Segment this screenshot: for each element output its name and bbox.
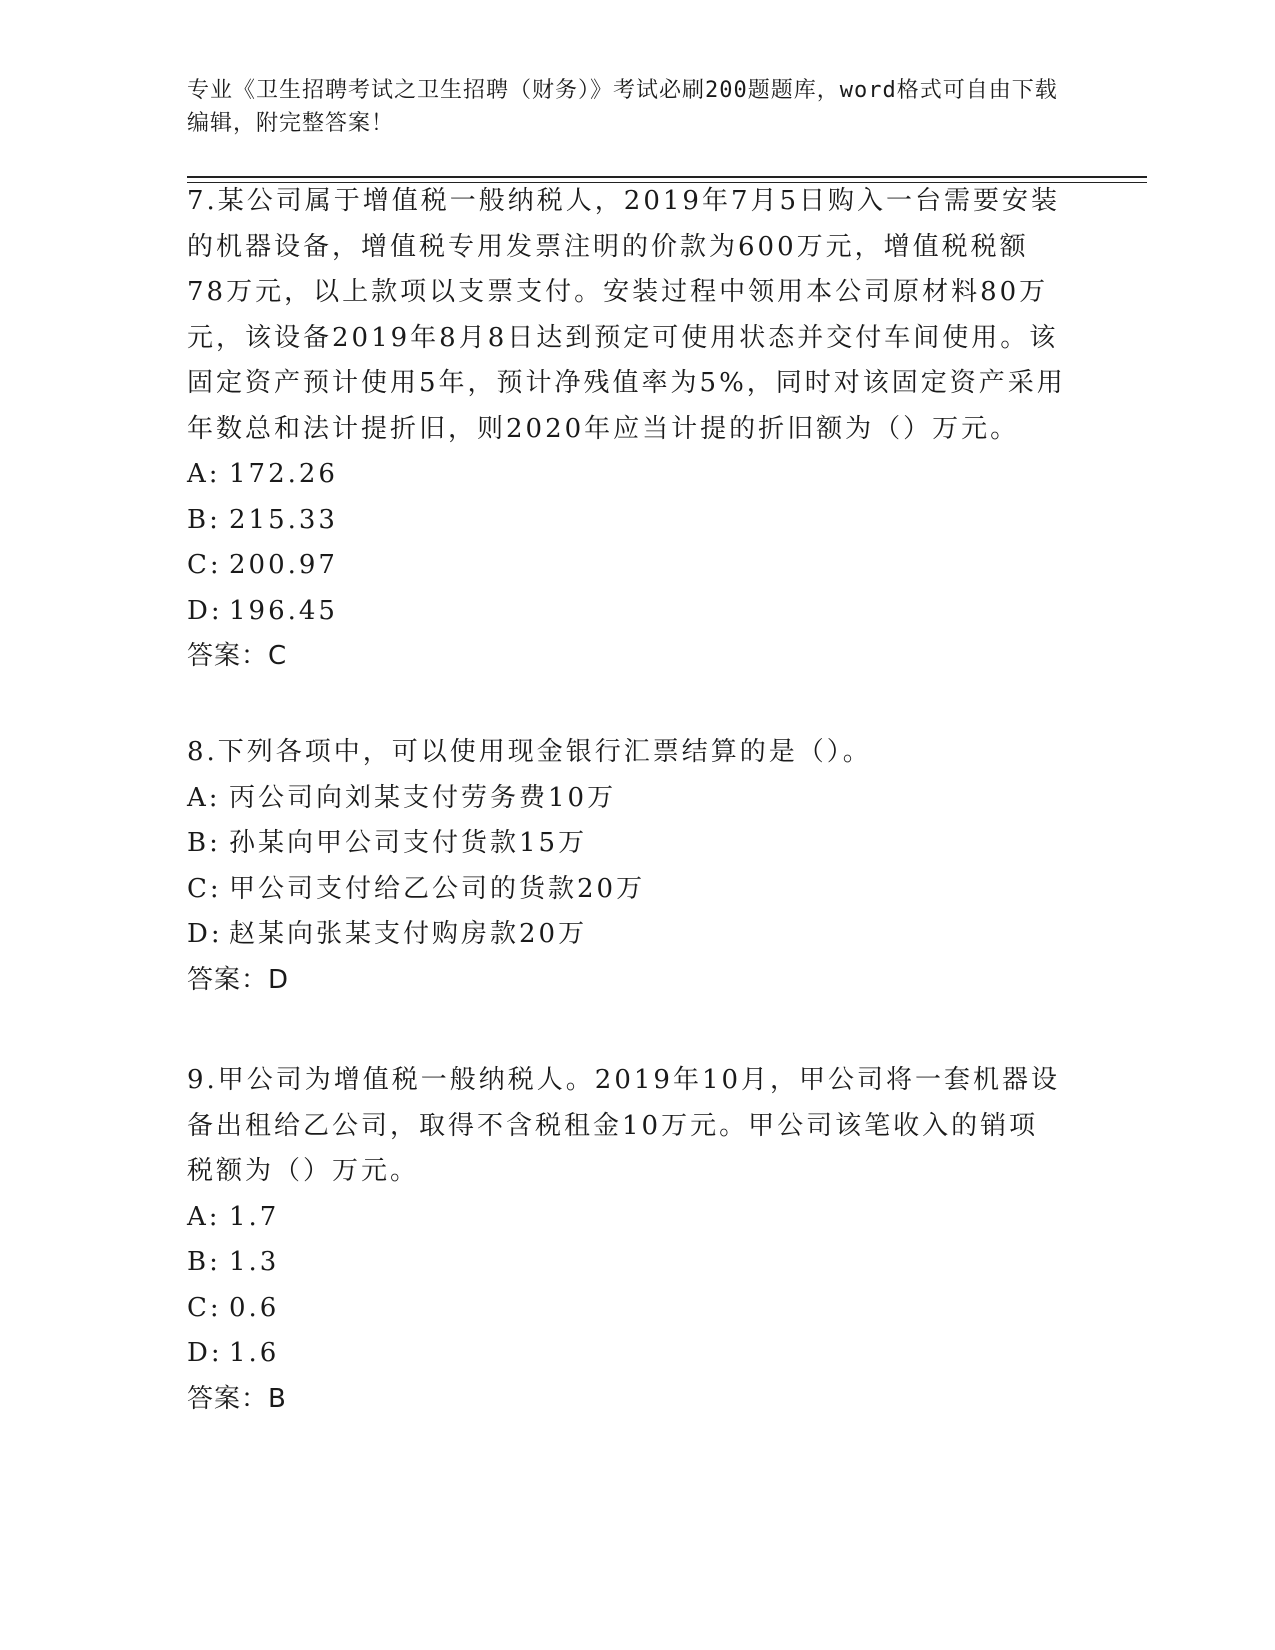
option-text: 1.7: [229, 1201, 280, 1232]
option-c: [187, 543, 1067, 589]
option-key: C:: [187, 873, 222, 904]
option-text: 孙某向甲公司支付货款15万: [229, 828, 588, 858]
option-text: 1.6: [229, 1338, 280, 1368]
option-b: [187, 821, 1067, 867]
option-key: D:: [187, 919, 223, 949]
question-8: [187, 730, 1067, 1003]
option-a: [187, 452, 1067, 498]
answer-line: 答案：B: [187, 1383, 287, 1414]
option-d: [187, 1331, 1067, 1377]
option-text: 丙公司向刘某支付劳务费10万: [229, 782, 617, 813]
question-7: [187, 179, 1067, 680]
option-key: B:: [187, 504, 221, 535]
option-d: [187, 912, 1067, 958]
option-text: 0.6: [229, 1292, 280, 1323]
option-d: [187, 589, 1067, 635]
option-key: A:: [187, 1201, 221, 1232]
option-text: 215.33: [229, 504, 338, 535]
question-stem: 7.某公司属于增值税一般纳税人，2019年7月5日购入一台需要安装的机器设备，增值税专用发票注明的价款为600万元，增值税税额78万元，以上款项以支票支付。安装过程中领用本公司原材料80万元，该设备2019年8月8日达到预定可使用状态并交付车间使用。该固定资产预计使用5年，预计净残值率为5%，同时对该固定资产采用年数总和法计提折旧，则2020年应当计提的折旧额为（）万元。: [187, 186, 1066, 444]
question-9: [187, 1058, 1067, 1422]
option-text: 赵某向张某支付购房款20万: [229, 919, 588, 949]
option-key: A:: [187, 459, 221, 489]
question-stem: 9.甲公司为增值税一般纳税人。2019年10月，甲公司将一套机器设备出租给乙公司，取得不含税租金10万元。甲公司该笔收入的销项税额为（）万元。: [187, 1065, 1061, 1186]
option-c: [187, 1286, 1067, 1332]
option-key: B:: [187, 1247, 221, 1277]
option-c: [187, 867, 1067, 913]
option-key: C:: [187, 550, 222, 580]
option-key: D:: [187, 1338, 223, 1368]
option-a: [187, 776, 1067, 822]
option-b: [187, 1240, 1067, 1286]
option-a: [187, 1195, 1067, 1241]
header-rule-thick: [187, 176, 1147, 178]
option-text: 172.26: [229, 459, 338, 489]
option-key: A:: [187, 782, 221, 813]
option-key: D:: [187, 595, 223, 626]
option-key: B:: [187, 828, 221, 858]
document-header: 专业《卫生招聘考试之卫生招聘（财务）》考试必刷200题题库，word格式可自由下载编辑，附完整答案！: [187, 78, 1058, 136]
option-text: 1.3: [229, 1247, 280, 1277]
option-text: 196.45: [229, 595, 338, 626]
option-text: 200.97: [229, 550, 338, 580]
option-b: [187, 498, 1067, 544]
answer-line: 答案：D: [187, 964, 290, 995]
option-text: 甲公司支付给乙公司的货款20万: [229, 873, 646, 904]
answer-line: 答案：C: [187, 641, 288, 671]
question-stem: 8.下列各项中，可以使用现金银行汇票结算的是（）。: [187, 737, 872, 767]
option-key: C:: [187, 1292, 222, 1323]
